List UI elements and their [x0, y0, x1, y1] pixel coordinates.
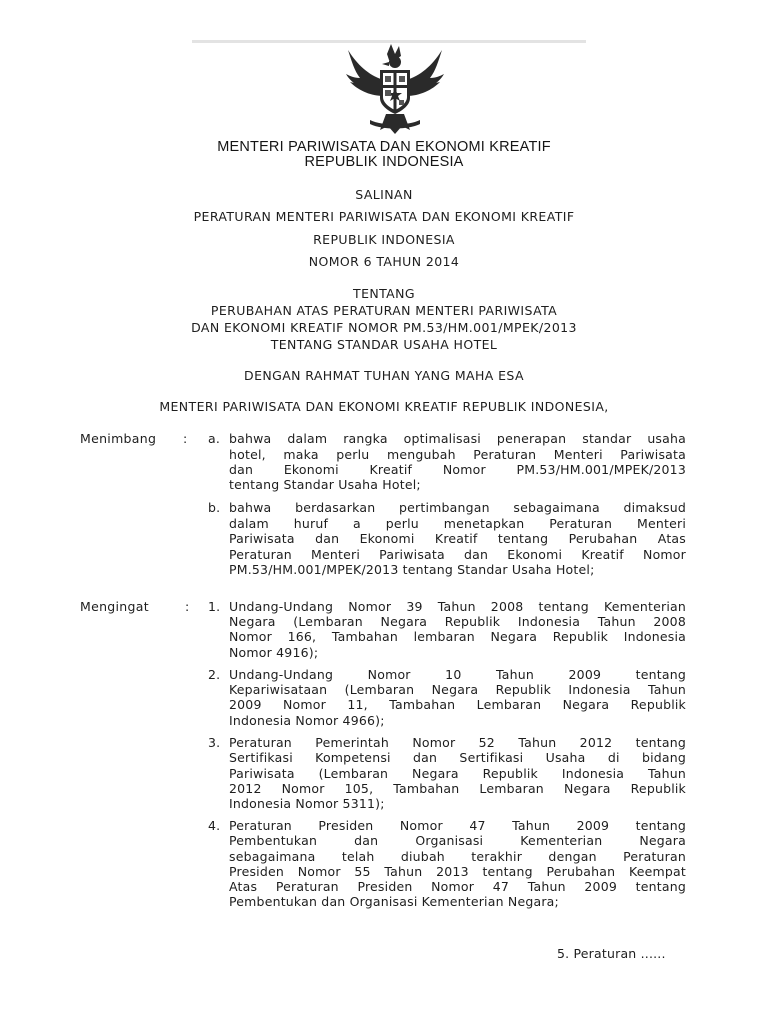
- mengingat-4-line: sebagaimana telah diubah terakhir dengan Peraturan: [229, 849, 686, 864]
- institution-country: REPUBLIK INDONESIA: [304, 154, 464, 170]
- mengingat-1-line: Undang-Undang Nomor 39 Tahun 2008 tentang Kementerian: [229, 599, 686, 614]
- mengingat-2-line: Indonesia Nomor 4966);: [229, 713, 385, 728]
- mengingat-3-line: 2012 Nomor 105, Tambahan Lembaran Negara Republik: [229, 781, 686, 796]
- mengingat-item-marker: 3.: [208, 735, 221, 750]
- mengingat-3-line: Pariwisata (Lembaran Negara Republik Indonesia Tahun: [229, 766, 686, 781]
- subject-line-1: PERUBAHAN ATAS PERATURAN MENTERI PARIWISATA: [210, 303, 558, 318]
- menimbang-a-line: dan Ekonomi Kreatif Nomor PM.53/HM.001/MPEK/2013: [229, 462, 686, 477]
- mengingat-item-marker: 2.: [208, 667, 221, 682]
- mengingat-item-marker: 4.: [208, 818, 221, 833]
- menimbang-b-line: PM.53/HM.001/MPEK/2013 tentang Standar Usaha Hotel;: [229, 562, 595, 577]
- mengingat-4-line: Pembentukan dan Organisasi Kementerian Negara: [229, 833, 686, 848]
- menimbang-item-marker: a.: [208, 431, 221, 446]
- regulation-country: REPUBLIK INDONESIA: [313, 232, 455, 247]
- mengingat-1-line: Negara (Lembaran Negara Republik Indonesia Tahun 2008: [229, 614, 686, 629]
- mengingat-2-line: 2009 Nomor 11, Tambahan Lembaran Negara Republik: [229, 697, 686, 712]
- regulation-title: PERATURAN MENTERI PARIWISATA DAN EKONOMI KREATIF: [193, 209, 575, 224]
- mengingat-item-marker: 1.: [208, 599, 221, 614]
- mengingat-4-line: Presiden Nomor 55 Tahun 2013 tentang Perubahan Keempat: [229, 864, 686, 879]
- subject-line-2: DAN EKONOMI KREATIF NOMOR PM.53/HM.001/MPEK/2013: [191, 320, 577, 335]
- mengingat-2-line: Undang-Undang Nomor 10 Tahun 2009 tentang: [229, 667, 686, 682]
- regulation-number: NOMOR 6 TAHUN 2014: [308, 254, 460, 269]
- tentang-heading: TENTANG: [353, 286, 415, 301]
- mengingat-1-line: Nomor 166, Tambahan lembaran Negara Republik Indonesia: [229, 629, 686, 644]
- menimbang-b-line: Pariwisata dan Ekonomi Kreatif tentang Perubahan Atas: [229, 531, 686, 546]
- invocation: DENGAN RAHMAT TUHAN YANG MAHA ESA: [244, 368, 524, 383]
- mengingat-3-line: Indonesia Nomor 5311);: [229, 796, 385, 811]
- menimbang-a-line: tentang Standar Usaha Hotel;: [229, 477, 421, 492]
- mengingat-4-line: Pembentukan dan Organisasi Kementerian Negara;: [229, 894, 559, 909]
- menimbang-a-line: bahwa dalam rangka optimalisasi penerapan standar usaha: [229, 431, 686, 446]
- mengingat-3-line: Peraturan Pemerintah Nomor 52 Tahun 2012 tentang: [229, 735, 686, 750]
- authority-line: MENTERI PARIWISATA DAN EKONOMI KREATIF REPUBLIK INDONESIA,: [159, 399, 609, 414]
- salinan-label: SALINAN: [355, 187, 413, 202]
- mengingat-colon: :: [185, 599, 190, 614]
- next-page-hint: 5. Peraturan ......: [557, 946, 666, 961]
- mengingat-4-line: Atas Peraturan Presiden Nomor 47 Tahun 2009 tentang: [229, 879, 686, 894]
- mengingat-3-line: Sertifikasi Kompetensi dan Sertifikasi Usaha di bidang: [229, 750, 686, 765]
- menimbang-label: Menimbang: [80, 431, 157, 446]
- mengingat-label: Mengingat: [80, 599, 149, 614]
- mengingat-1-line: Nomor 4916);: [229, 645, 319, 660]
- mengingat-2-line: Kepariwisataan (Lembaran Negara Republik Indonesia Tahun: [229, 682, 686, 697]
- menimbang-b-line: bahwa berdasarkan pertimbangan sebagaimana dimaksud: [229, 500, 686, 515]
- garuda-pancasila-emblem-icon: [340, 40, 450, 140]
- menimbang-a-line: hotel, maka perlu mengubah Peraturan Menteri Pariwisata: [229, 447, 686, 462]
- menimbang-b-line: Peraturan Menteri Pariwisata dan Ekonomi Kreatif Nomor: [229, 547, 686, 562]
- menimbang-item-marker: b.: [208, 500, 221, 515]
- menimbang-colon: :: [183, 431, 188, 446]
- menimbang-b-line: dalam huruf a perlu menetapkan Peraturan Menteri: [229, 516, 686, 531]
- mengingat-4-line: Peraturan Presiden Nomor 47 Tahun 2009 tentang: [229, 818, 686, 833]
- subject-line-3: TENTANG STANDAR USAHA HOTEL: [270, 337, 498, 352]
- institution-name: MENTERI PARIWISATA DAN EKONOMI KREATIF: [217, 139, 551, 155]
